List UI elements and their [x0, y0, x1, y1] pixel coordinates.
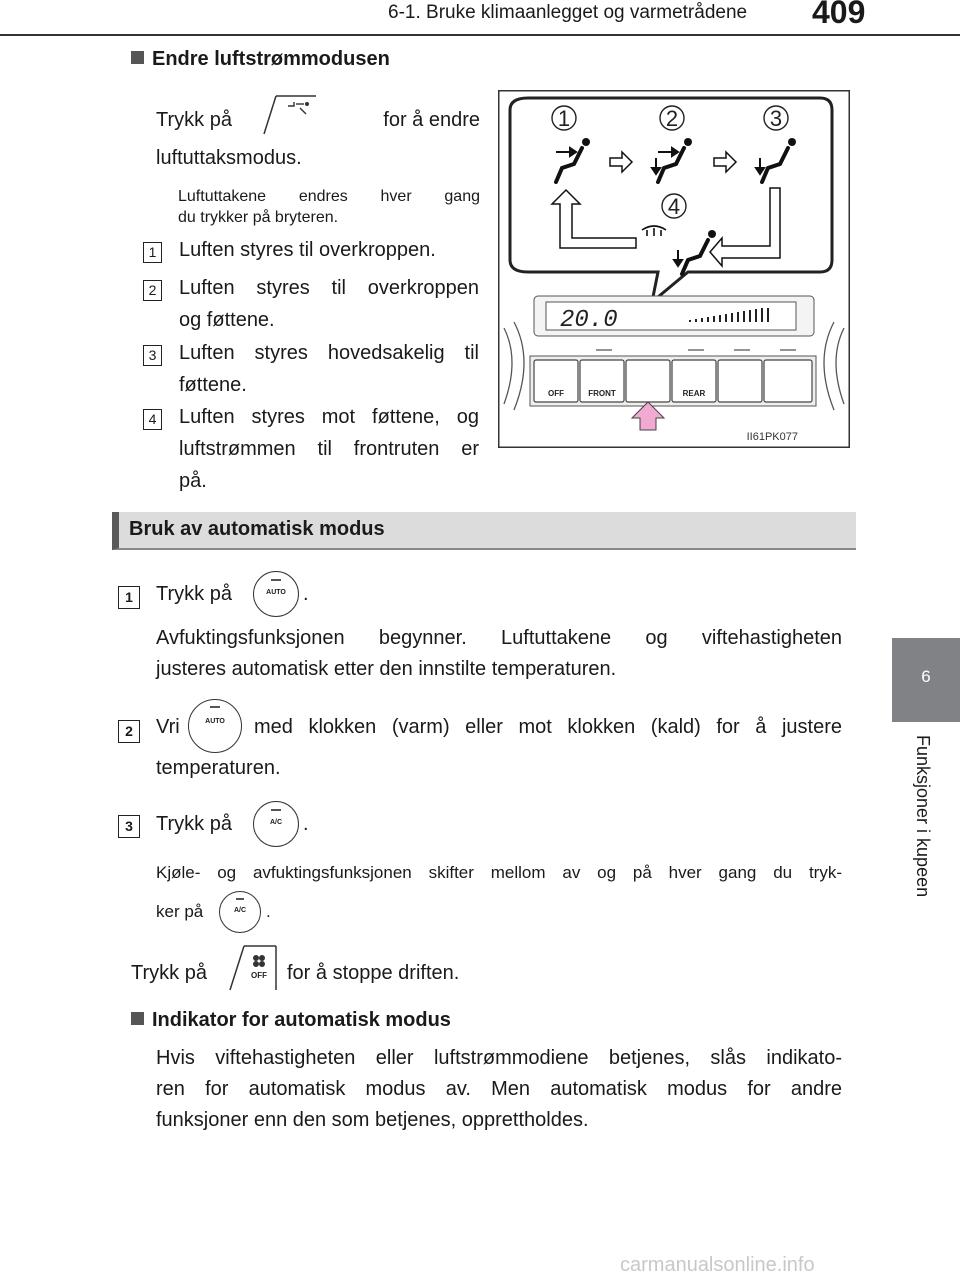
step-3-note-a: ker på [156, 902, 204, 921]
intro-text-c: luftuttaksmodus. [156, 147, 302, 169]
note-line-2: du trykker på bryteren. [178, 209, 339, 226]
step-number-3: 3 [118, 815, 140, 838]
section-heading-airflow: Endre luftstrømmodusen [131, 48, 390, 71]
step-1-desc-line-1: Avfuktingsfunksjonen begynner. Luftuttakene og viftehastigheten [156, 627, 842, 649]
step-3-note-line-1: Kjøle- og avfuktingsfunksjonen skifter mellom av og på hver gang du tryk- [156, 863, 842, 882]
step-3-note-b: . [266, 902, 271, 921]
note-line-1: Luftuttakene endres hver gang [178, 188, 480, 205]
ac-knob-small-icon: A/C [219, 891, 261, 933]
step-1-text-b: . [303, 583, 309, 605]
panel-button-fresh-air [718, 360, 762, 402]
square-bullet-icon [131, 1012, 144, 1025]
auto-knob-icon: AUTO [253, 571, 299, 617]
panel-button-recirc [764, 360, 812, 402]
watermark: carmanualsonline.info [620, 1254, 815, 1276]
step-2-text-c: temperaturen. [156, 757, 281, 779]
item-text-3b: føttene. [179, 374, 247, 396]
chapter-tab-label: Funksjoner i kupeen [913, 735, 933, 898]
chapter-tab: 6 [892, 638, 960, 722]
airflow-mode-figure [498, 90, 850, 448]
stop-text-a: Trykk på [131, 962, 207, 984]
svg-text:OFF: OFF [251, 971, 267, 980]
step-3-text-b: . [303, 813, 309, 835]
step-2-text-b: med klokken (varm) eller mot klokken (kald) for å justere [254, 716, 842, 738]
callout-2: 2 [665, 106, 679, 131]
item-number-3: 3 [143, 345, 162, 366]
step-3-text-a: Trykk på [156, 813, 232, 835]
item-text-4c: på. [179, 470, 207, 492]
callout-1: 1 [557, 106, 571, 131]
item-text-2b: og føttene. [179, 309, 275, 331]
panel-label-front: FRONT [588, 389, 616, 398]
mode-button-icon [258, 90, 318, 140]
auto-dial-icon: AUTO [188, 699, 242, 753]
section-heading-auto-indicator: Indikator for automatisk modus [131, 1009, 451, 1032]
section2-line-2: ren for automatisk modus av. Men automatisk modus for andre [156, 1078, 842, 1100]
step-number-2: 2 [118, 720, 140, 743]
display-temperature: 20.0 [560, 307, 618, 334]
intro-text-a: Trykk på [156, 109, 232, 131]
section-band-title: Bruk av automatisk modus [129, 518, 385, 540]
header-rule [0, 34, 960, 36]
section2-line-3: funksjoner enn den som betjenes, opprettholdes. [156, 1109, 589, 1131]
step-2-text-a: Vri [156, 716, 180, 738]
figure-code: II61PK077 [746, 431, 798, 443]
section2-line-1: Hvis viftehastigheten eller luftstrømmodiene betjenes, slås indikato- [156, 1047, 842, 1069]
ac-knob-icon: A/C [253, 801, 299, 847]
square-bullet-icon [131, 51, 144, 64]
item-number-4: 4 [143, 409, 162, 430]
step-number-1: 1 [118, 586, 140, 609]
item-text-2a: Luften styres til overkroppen [179, 277, 479, 299]
item-text-4b: luftstrømmen til frontruten er [179, 438, 479, 460]
chapter-title: 6-1. Bruke klimaanlegget og varmetrådene [388, 2, 748, 23]
off-button-icon [226, 942, 278, 994]
callout-3: 3 [769, 106, 783, 131]
intro-text-b: for å endre [383, 109, 480, 131]
page-number: 409 [812, 0, 866, 30]
panel-button-mode [626, 360, 670, 402]
item-text-1: Luften styres til overkroppen. [179, 239, 436, 261]
item-number-1: 1 [143, 242, 162, 263]
stop-text-b: for å stoppe driften. [287, 962, 460, 984]
item-number-2: 2 [143, 280, 162, 301]
callout-4: 4 [667, 194, 681, 219]
panel-label-off: OFF [548, 389, 564, 398]
step-1-desc-line-2: justeres automatisk etter den innstilte temperaturen. [156, 658, 617, 680]
item-text-3a: Luften styres hovedsakelig til [179, 342, 479, 364]
item-text-4a: Luften styres mot føttene, og [179, 406, 479, 428]
step-1-text-a: Trykk på [156, 583, 232, 605]
panel-label-rear: REAR [682, 389, 706, 398]
